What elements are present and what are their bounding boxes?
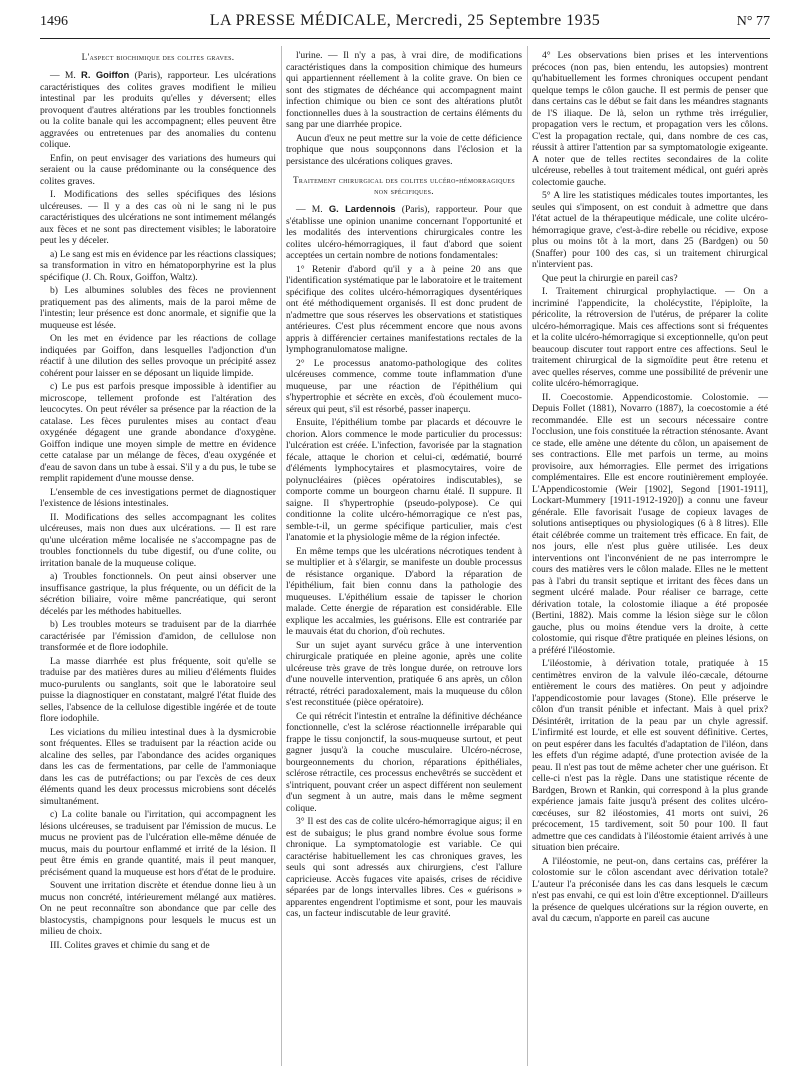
paragraph: c) Le pus est parfois presque impossible à identifier au microscope, tellement profonde est l'altération des leucocytes. On peut révéler sa présence par la réaction de la catalase. Les fèces purulentes mises au contact d'eau oxygénée dégagent une grande abondance d'oxygène. Goiffon indique une moyen simple de mettre en évidence cette catalase par un mélange de fèces, d'eau oxygénée et d'eau de savon dans un tube à essai. S'il y a du pus, le tube se remplit rapidement d'une mousse dense. — [40, 381, 276, 484]
paragraph-text: (Paris), rapporteur. Les ulcérations caractéristiques des colites graves modifient le milieu intestinal par les produits qu'elles y déversent; elles provoquent d'autres altérations par les troubles fonctionnels ou la colite banale qui les accompagnent; elles peuvent être aggravées ou entretenues par des anomalies du contenu colique. — [40, 70, 276, 150]
paragraph-lead: — M. — [296, 204, 329, 215]
paragraph: L'iléostomie, à dérivation totale, pratiquée à 15 centimètres environ de la valvule iléo-cæcale, détourne entièrement le cours des matières. On peut y adjoindre l'appendicostomie pour lavages (Stone). Elle préserve le côlon d'un transit pénible et infectant. Mais à quel prix? Désintérêt, irritation de la peau par un chyle agressif. L'infirmité est lourde, et elle est souvent définitive. Certes, on peut espérer dans les facultés d'adaptation de l'iléon, dans les effets d'un régime adapté, d'une protection avisée de la peau. Il n'est pas tout de même acheter cher une guérison. Et celle-ci n'est pas la règle. Dans une statistique récente de Bardgen, Brown et Rankin, qui correspond à la plus grande expérience jamais faite jusqu'à présent des colites ulcéro-cœcéuses, sur 82 iléostomies, 41 morts ont suivi, 26 précocement, 15 tardivement, soit 50 pour 100. Il faut admettre que ces candidats à l'iléostomie étaient arrivés à une situation bien précaire. — [532, 658, 768, 853]
paragraph: 3° Il est des cas de colite ulcéro-hémorragique aigus; il en est de subaigus; le plus grand nombre évolue sous forme chronique. La symptomatologie est variable. Ce qui caractérise habituellement les cas chroniques graves, les seuls qui sont adressés aux chirurgiens, c'est l'allure capricieuse. Accès fugaces vite apaisés, crises de récidive séparées par de longs intervalles libres. Ces « guérisons » apparentes engendrent l'optimisme et sont, pour les mauvais cas, un facteur indiscutable de leur gravité. — [286, 816, 522, 919]
paragraph: Souvent une irritation discrète et étendue donne lieu à un mucus non concrété, intérieurement mélangé aux matières. On ne peut reconnaître son abondance que par celle des blastocystis, champignons pour lesquels le mucus est un milieu de choix. — [40, 880, 276, 937]
paragraph: On les met en évidence par les réactions de collage indiquées par Goiffon, dans lesquelles l'adjonction d'un réactif à une dilution des selles provoque un précipité assez cohérent pour laisser en se déposant un liquide limpide. — [40, 333, 276, 379]
column-3 — [532, 50, 768, 927]
section-heading: L'aspect biochimique des colites graves. — [81, 52, 235, 62]
paragraph: 5° A lire les statistiques médicales toutes importantes, les seules qui s'imposent, on est conduit à admettre que dans l'état actuel de la thérapeutique médicale, une colite ulcéro-hémorragique grave, c'est-à-dire rebelle ou récidive, expose plus ou moins tôt à la mort, dans 25 (Bardgen) ou 50 (Snaffer) pour 100 des cas, si un traitement chirurgical n'intervient pas. — [532, 190, 768, 270]
paragraph: Enfin, on peut envisager des variations des humeurs qui seraient ou la cause prédominante ou la conséquence des colites graves. — [40, 152, 276, 187]
paragraph: Les viciations du milieu intestinal dues à la dysmicrobie sont fréquentes. Elles se traduisent par la réaction acide ou alcaline des selles, par l'abondance des acides organiques dans les cas de fermentations, par celle de l'ammoniaque dans les cas de putréfactions; ou par l'excès de ces deux éléments quand les deux processus microbiens sont décelés simultanément. — [40, 726, 276, 807]
column-2 — [286, 50, 522, 922]
paragraph: II. Modifications des selles accompagnant les colites ulcéreuses, mais non dues aux ulcérations. — Il est rare qu'une ulcération même localisée ne s'accompagne pas de troubles fonctionnels du tube digestif, ou d'une colite, ou irritation banale de la muqueuse colique. — [40, 511, 276, 569]
paragraph: La masse diarrhée est plus fréquente, soit qu'elle se traduise par des matières dures au milieu d'éléments fluides muco-purulents ou sanglants, soit que le laboratoire seul puisse la diagnostiquer en constatant, malgré l'état fluide des selles, l'absence de la cellulose digestible ingérée et de toute flore iodophile. — [40, 655, 276, 724]
paragraph: A l'iléostomie, ne peut-on, dans certains cas, préférer la colostomie sur le côlon ascendant avec dérivation totale? L'auteur l'a préconisée dans les cas dans lesquels le cæcum n'est pas envahi, ce qui est loin d'être exceptionnel. D'ailleurs la présence de quelques ulcérations sur la région ouverte, en aval du cæcum, n'apporte en pareil cas aucune — [532, 855, 768, 924]
paragraph: Ensuite, l'épithélium tombe par placards et découvre le chorion. Alors commence le mode particulier du processus: l'ulcération est créée. L'infection, favorisée par la stagnation fécale, attaque le chorion et celui-ci, œdématié, bourré d'éléments lymphocytaires et plasmocytaires, voire de polynucléaires (pièces opératoires indiscutables), se comporte comme un bourgeon charnu étalé. Il suppure. Il saigne. Il s'hypertrophie (pseudo-polypose). Ce qui conditionne la colite ulcéro-hémorragique ce n'est pas, semble-t-il, un germe spécifique particulier, mais c'est l'anatomie et la physiologie même de la région infectée. — [286, 417, 522, 543]
journal-title: LA PRESSE MÉDICALE, Mercredi, 25 Septembre 1935 — [209, 12, 601, 29]
paragraph: I. Traitement chirurgical prophylactique. — On a incriminé l'appendicite, la cholécystite, l'épiploïte, la péricolite, la rétroversion de l'utérus, de préparer la colite ulcéro-hémorragique. Mais ces affections sont si fréquentes et la colite ulcéro-hémorragique si exceptionnelle, qu'on peut beaucoup discuter tout rapport entre ces affections. Seul le traitement chirurgical de la sigmoïdite peut être retenu et avec quelles réserves, comme une possibilité de prévenir une colite ulcéro-hémorragique. — [532, 286, 768, 389]
column-1 — [40, 50, 276, 953]
paragraph: c) La colite banale ou l'irritation, qui accompagnent les lésions ulcéreuses, se traduisent par l'émission de mucus. Le mucus ne provient pas de l'ulcération elle-même dénuée de mucus, mais du pourtour enflammé et irrité de la lésion. Il peut être émis en grande quantité, mais il peut manquer, précisément quand la muqueuse est hors d'état de le produire. — [40, 809, 276, 878]
paragraph: a) Le sang est mis en évidence par les réactions classiques; sa transformation in vitro en hématoporphyrine est la plus spécifique (J. Ch. Roux, Goiffon, Waltz). — [40, 248, 276, 283]
paragraph: Ce qui rétrécit l'intestin et entraîne la définitive déchéance fonctionnelle, c'est la sclérose réactionnelle irréparable qui frappe le tissu conjonctif, la sous-muqueuse surtout, et peut gagner jusqu'à la couche musculaire. Ulcéro-nécrose, bourgeonnements du chorion, réparations épithéliales, sclérose rétractile, ces processus enchevêtrés se succèdent et s'intriquent, pouvant créer un aspect différent non seulement d'un segment à un autre, mais dans le même segment colique. — [286, 710, 522, 814]
paragraph — [40, 69, 276, 151]
paragraph: Aucun d'eux ne peut mettre sur la voie de cette déficience trophique que nous soupçonnons dans l'éclosion et la persistance des ulcérations coliques graves. — [286, 132, 522, 167]
page-number: 1496 — [40, 14, 68, 29]
paragraph: I. Modifications des selles spécifiques des lésions ulcéreuses. — Il y a des cas où ni le sang ni le pus caractéristiques des ulcérations ne sont intimement mélangés aux fèces et ne sont pas directement visibles; le laboratoire peut les y déceler. — [40, 189, 276, 246]
paragraph-text: (Paris), rapporteur. Pour que s'établisse une opinion unanime concernant l'opportunité et les modalités des interventions chirurgicales contre les colites ulcéro-hémorragiques, il faut d'abord que soient acceptées un certain nombre de notions fondamentales: — [286, 204, 523, 261]
issue-number: N° 77 — [736, 14, 770, 29]
paragraph: III. Colites graves et chimie du sang et de — [50, 939, 210, 951]
column-rule — [281, 46, 282, 1066]
section-heading: Traitement chirurgical des colites ulcéro-hémorragiques non spécifiques. — [292, 175, 516, 196]
paragraph-lead: — M. — [50, 70, 82, 81]
paragraph: 4° Les observations bien prises et les interventions précoces (non pas, bien entendu, les autopsies) montrent qu'habituellement les formes chroniques occupent pendant quelque temps le côlon gauche. Il est permis de penser que dans certains cas le début se fait dans les méandres stagnants de l'S iliaque. De là, selon un rythme très irrégulier, propagation vers le rectum, et propagation vers les côlons. C'est la propagation rectale, qui, dans nombre de ces cas, réussit à attirer l'attention par sa symptomatologie exigeante. A noter que de telles rectites secondaires de la colite ulcéreuse, rebelles à tout traitement médical, ont guéri après colectomie gauche. — [532, 50, 768, 188]
paragraph: Que peut la chirurgie en pareil cas? — [542, 272, 678, 284]
paragraph: l'urine. — Il n'y a pas, à vrai dire, de modifications caractéristiques dans la composition chimique des humeurs qui appartiennent réellement à la colite grave. On bien ce sont des stigmates de déchéance qui accompagnent maint infection chimique ou bien ce sont des altérations plutôt fonctionnelles dues à la soustraction de certains éléments du sang par une diarrhée propice. — [286, 50, 522, 130]
page-header — [40, 10, 770, 39]
paragraph: b) Les troubles moteurs se traduisent par de la diarrhée caractérisée par l'émission d'amidon, de cellulose non transformée et de flore iodophile. — [40, 619, 276, 653]
paragraph: En même temps que les ulcérations nécrotiques tendent à se multiplier et à s'élargir, se manifeste un double processus de résistance organique. D'abord la réparation de l'épithélium, fait bien connu dans la pathologie des muqueuses. L'épithélium essaie de tapisser le chorion malade. Cette énergie de réparation est considérable. Elle explique les accalmies, les guérisons. Elle est contrariée par le mauvais état du chorion, d'où rechutes. — [286, 545, 522, 637]
paragraph: Sur un sujet ayant survécu grâce à une intervention chirurgicale pratiquée en pleine agonie, après une colite ulcéreuse très grave de très longue durée, on retrouve lors d'une nouvelle intervention, pratiquée 6 ans après, un côlon rétracté, rétréci paradoxalement, mais la muqueuse du côlon s'est reconstituée (pièce opératoire). — [286, 639, 522, 708]
paragraph: II. Coecostomie. Appendicostomie. Colostomie. — Depuis Follet (1881), Novarro (1887), la coecostomie a été recommandée. Elle est un secours nécessaire contre l'occlusion, une fois constituée la rétraction sténosante. Avant ce stade, elle amène une détente du côlon, un apaisement de ses contractions. Elle met parfois un terme, au moins provisoire, aux hémorragies. Elle permet des irrigations complémentaires. Elle est encore routinièrement employée. L'Appendicostomie (Weir [1902], Segond [1901-1911], Lockart-Mummery [1911-1912-1920]) a connu une faveur générale. Elle favorisait l'usage de copieux lavages de solutions antiseptiques ou physiologiques (6 à 8 litres). Elle était célébrée comme un traitement très efficace. En fait, de nos jours, elle n'est plus guère utilisée. Les deux interventions ont l'inconvénient de ne pas interrompre le cours des matières vers le côlon malade. Elles ne le mettent pas à l'abri du transit septique et irritant des fèces dans un segment ulcéré malade. Pour réaliser ce barrage, cette dérivation totale, la colostomie iliaque a été proposée (Bertini, 1882). Mais comme la lésion siège sur le côlon gauche, plus ou moins étendue vers la droite, à cette colostomie, qui risque d'être pratiquée en pleines lésions, on a préféré l'iléostomie. — [532, 391, 768, 656]
paragraph: L'ensemble de ces investigations permet de diagnostiquer l'existence de lésions intestinales. — [40, 486, 276, 509]
paragraph: a) Troubles fonctionnels. On peut ainsi observer une insuffisance gastrique, la plus fréquente, ou un déficit de la sécrétion biliaire, voire même pancréatique, qui seront décelés par les méthodes habituelles. — [40, 571, 276, 617]
column-rule — [527, 46, 528, 1066]
paragraph: 1° Retenir d'abord qu'il y a à peine 20 ans que l'identification systématique par le laboratoire et le traitement spécifique des colites ulcéro-hémorragiques dysentériques ont été méthodiquement organisés. Il est donc prudent de n'admettre que sous réserves les observations et statistiques antérieures. C'est plus récemment encore que nous avons appris à différencier certaines manifestations rectales de la lymphogranulomatose maligne. — [286, 263, 522, 355]
paragraph: b) Les albumines solubles des fèces ne proviennent pratiquement pas des aliments, mais de la paroi même de l'intestin; leur présence est donc anormale, et signifie que la muqueuse est lésée. — [40, 285, 276, 331]
paragraph: 2° Le processus anatomo-pathologique des colites ulcéreuses commence, comme toute inflammation d'une muqueuse, par une réaction de l'épithélium qui s'hypertrophie et sécrète en excès, d'où écoulement muco-séreux qui peut, s'il est résorbé, passer inaperçu. — [286, 357, 522, 415]
author-name: R. Goiffon — [81, 69, 130, 80]
paragraph — [286, 203, 522, 262]
author-name: G. Lardennois — [328, 203, 396, 214]
